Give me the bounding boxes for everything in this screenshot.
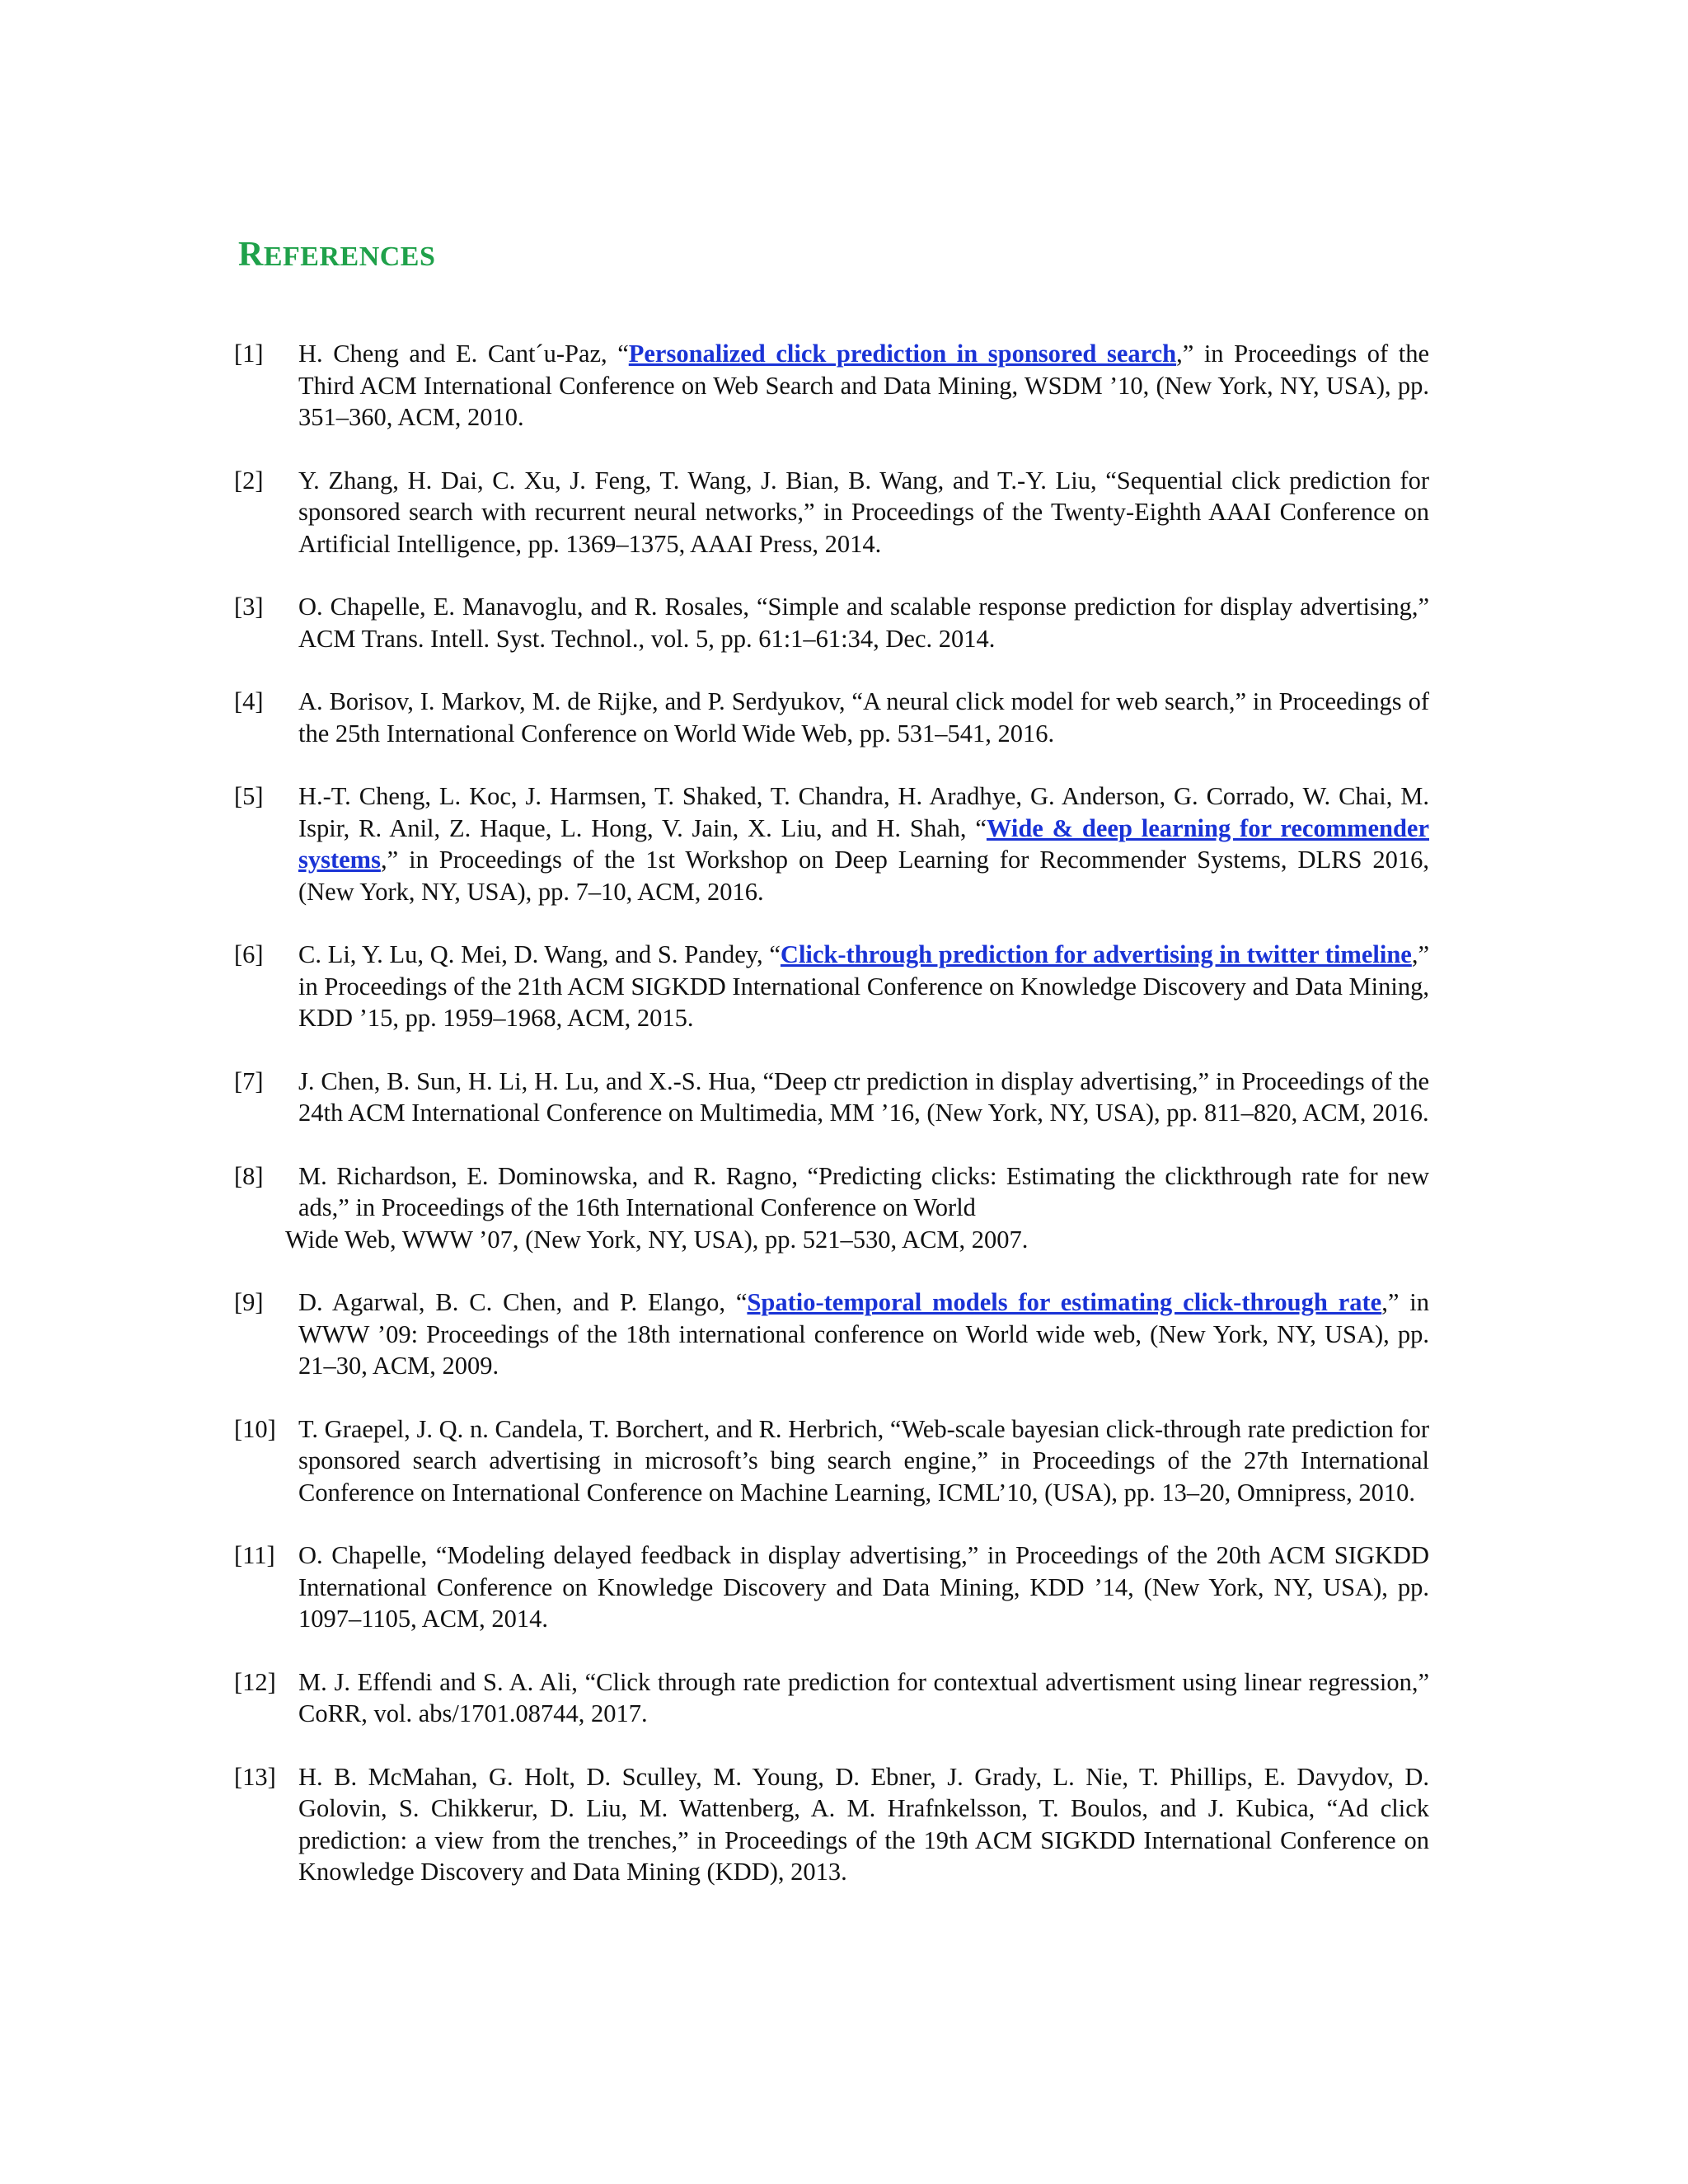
reference-entry: [234, 1666, 1429, 1730]
reference-text: D. Agarwal, B. C. Chen, and P. Elango, “: [298, 1288, 748, 1316]
reference-entry: [234, 780, 1429, 907]
reference-number: [1]: [234, 340, 264, 368]
reference-text-continued: ,” in WWW ’09: Proceedings of the 18th international conference on World wide web, (New York, NY, USA), pp. 21–30, ACM, 2009.: [298, 1288, 1430, 1380]
reference-number: [8]: [234, 1161, 264, 1190]
reference-text-continued: ,” in Proceedings of the 21th ACM SIGKDD International Conference on Knowledge Discovery and Data Mining, KDD ’15, pp. 1959–1968, ACM, 2015.: [298, 940, 1429, 1032]
reference-number: [3]: [234, 593, 264, 621]
reference-number: [13]: [234, 1762, 276, 1791]
reference-number: [10]: [234, 1414, 276, 1443]
reference-entry: [234, 1286, 1429, 1382]
reference-title-link[interactable]: Wide & deep learning for recommender systems: [298, 813, 1429, 874]
reference-entry: [234, 1066, 1429, 1129]
reference-text: M. Richardson, E. Dominowska, and R. Ragno, “Predicting clicks: Estimating the clickthrough rate for new ads,” in Proceedings of the 16th International Conference on World: [298, 1161, 1429, 1221]
reference-entry: [234, 1540, 1429, 1635]
references-heading: [238, 235, 435, 274]
reference-number: [5]: [234, 782, 264, 810]
reference-entry: [234, 1761, 1429, 1888]
reference-entry: [234, 939, 1429, 1034]
reference-text: Y. Zhang, H. Dai, C. Xu, J. Feng, T. Wang, J. Bian, B. Wang, and T.-Y. Liu, “Sequential click prediction for sponsored search with recurrent neural networks,” in Proceedings of the Twenty-Eighth AAAI Conference on Artificial Intelligence, pp. 1369–1375, AAAI Press, 2014.: [298, 466, 1429, 558]
reference-list: [234, 338, 1429, 1919]
reference-text-continued: ,” in Proceedings of the 1st Workshop on Deep Learning for Recommender Systems, DLRS 2016, (New York, NY, USA), pp. 7–10, ACM, 2016.: [298, 846, 1429, 906]
reference-text: T. Graepel, J. Q. n. Candela, T. Borchert, and R. Herbrich, “Web-scale bayesian click-through rate prediction for sponsored search advertising in microsoft’s bing search engine,” in Proceedings of the 27th International Conference on International Conference on Machine Learning, ICML’10, (USA), pp. 13–20, Omnipress, 2010.: [298, 1414, 1429, 1507]
reference-text: M. J. Effendi and S. A. Ali, “Click through rate prediction for contextual advertisment using linear regression,” CoRR, vol. abs/1701.08744, 2017.: [298, 1667, 1429, 1727]
reference-entry: [234, 465, 1429, 560]
reference-number: [6]: [234, 940, 264, 968]
heading-rest: EFERENCES: [263, 241, 436, 272]
reference-text-tail: Wide Web, WWW ’07, (New York, NY, USA), pp. 521–530, ACM, 2007.: [285, 1225, 1029, 1254]
reference-text: H. Cheng and E. Cant´u-Paz, “: [298, 340, 629, 368]
reference-text: H.-T. Cheng, L. Koc, J. Harmsen, T. Shaked, T. Chandra, H. Aradhye, G. Anderson, G. Corrado, W. Chai, M. Ispir, R. Anil, Z. Haque, L. Hong, V. Jain, X. Liu, and H. Shah, “: [298, 782, 1429, 842]
reference-text-continued: ,” in Proceedings of the Third ACM International Conference on Web Search and Data Mining, WSDM ’10, (New York, NY, USA), pp. 351–360, ACM, 2010.: [298, 340, 1429, 431]
reference-number: [7]: [234, 1066, 264, 1095]
reference-text: H. B. McMahan, G. Holt, D. Sculley, M. Young, D. Ebner, J. Grady, L. Nie, T. Phillips, E. Davydov, D. Golovin, S. Chikkerur, D. Liu, M. Wattenberg, A. M. Hrafnkelsson, T. Boulos, and J. Kubica, “Ad click prediction: a view from the trenches,” in Proceedings of the 19th ACM SIGKDD International Conference on Knowledge Discovery and Data Mining (KDD), 2013.: [298, 1762, 1429, 1886]
reference-entry: [234, 686, 1429, 749]
reference-number: [11]: [234, 1541, 275, 1569]
reference-text: O. Chapelle, “Modeling delayed feedback in display advertising,” in Proceedings of the 20th ACM SIGKDD International Conference on Knowledge Discovery and Data Mining, KDD ’14, (New York, NY, USA), pp. 1097–1105, ACM, 2014.: [298, 1541, 1429, 1633]
reference-entry: [234, 1160, 1429, 1256]
reference-number: [2]: [234, 466, 264, 494]
reference-text: C. Li, Y. Lu, Q. Mei, D. Wang, and S. Pandey, “: [298, 940, 781, 968]
reference-title-link[interactable]: Personalized click prediction in sponsored search: [628, 340, 1177, 368]
reference-entry: [234, 338, 1429, 434]
reference-number: [12]: [234, 1667, 276, 1696]
reference-number: [4]: [234, 687, 264, 715]
reference-text: A. Borisov, I. Markov, M. de Rijke, and P. Serdyukov, “A neural click model for web search,” in Proceedings of the 25th International Conference on World Wide Web, pp. 531–541, 2016.: [298, 687, 1429, 748]
reference-entry: [234, 1413, 1429, 1509]
reference-text: J. Chen, B. Sun, H. Li, H. Lu, and X.-S. Hua, “Deep ctr prediction in display advertising,” in Proceedings of the 24th ACM International Conference on Multimedia, MM ’16, (New York, NY, USA), pp. 811–820, ACM, 2016.: [298, 1066, 1429, 1127]
reference-entry: [234, 591, 1429, 654]
reference-title-link[interactable]: Click-through prediction for advertising in twitter timeline: [780, 940, 1412, 968]
reference-number: [9]: [234, 1288, 264, 1316]
heading-initial: R: [238, 236, 264, 274]
reference-title-link[interactable]: Spatio-temporal models for estimating click-through rate: [747, 1288, 1382, 1316]
reference-text: O. Chapelle, E. Manavoglu, and R. Rosales, “Simple and scalable response prediction for display advertising,” ACM Trans. Intell. Syst. Technol., vol. 5, pp. 61:1–61:34, Dec. 2014.: [298, 593, 1429, 653]
